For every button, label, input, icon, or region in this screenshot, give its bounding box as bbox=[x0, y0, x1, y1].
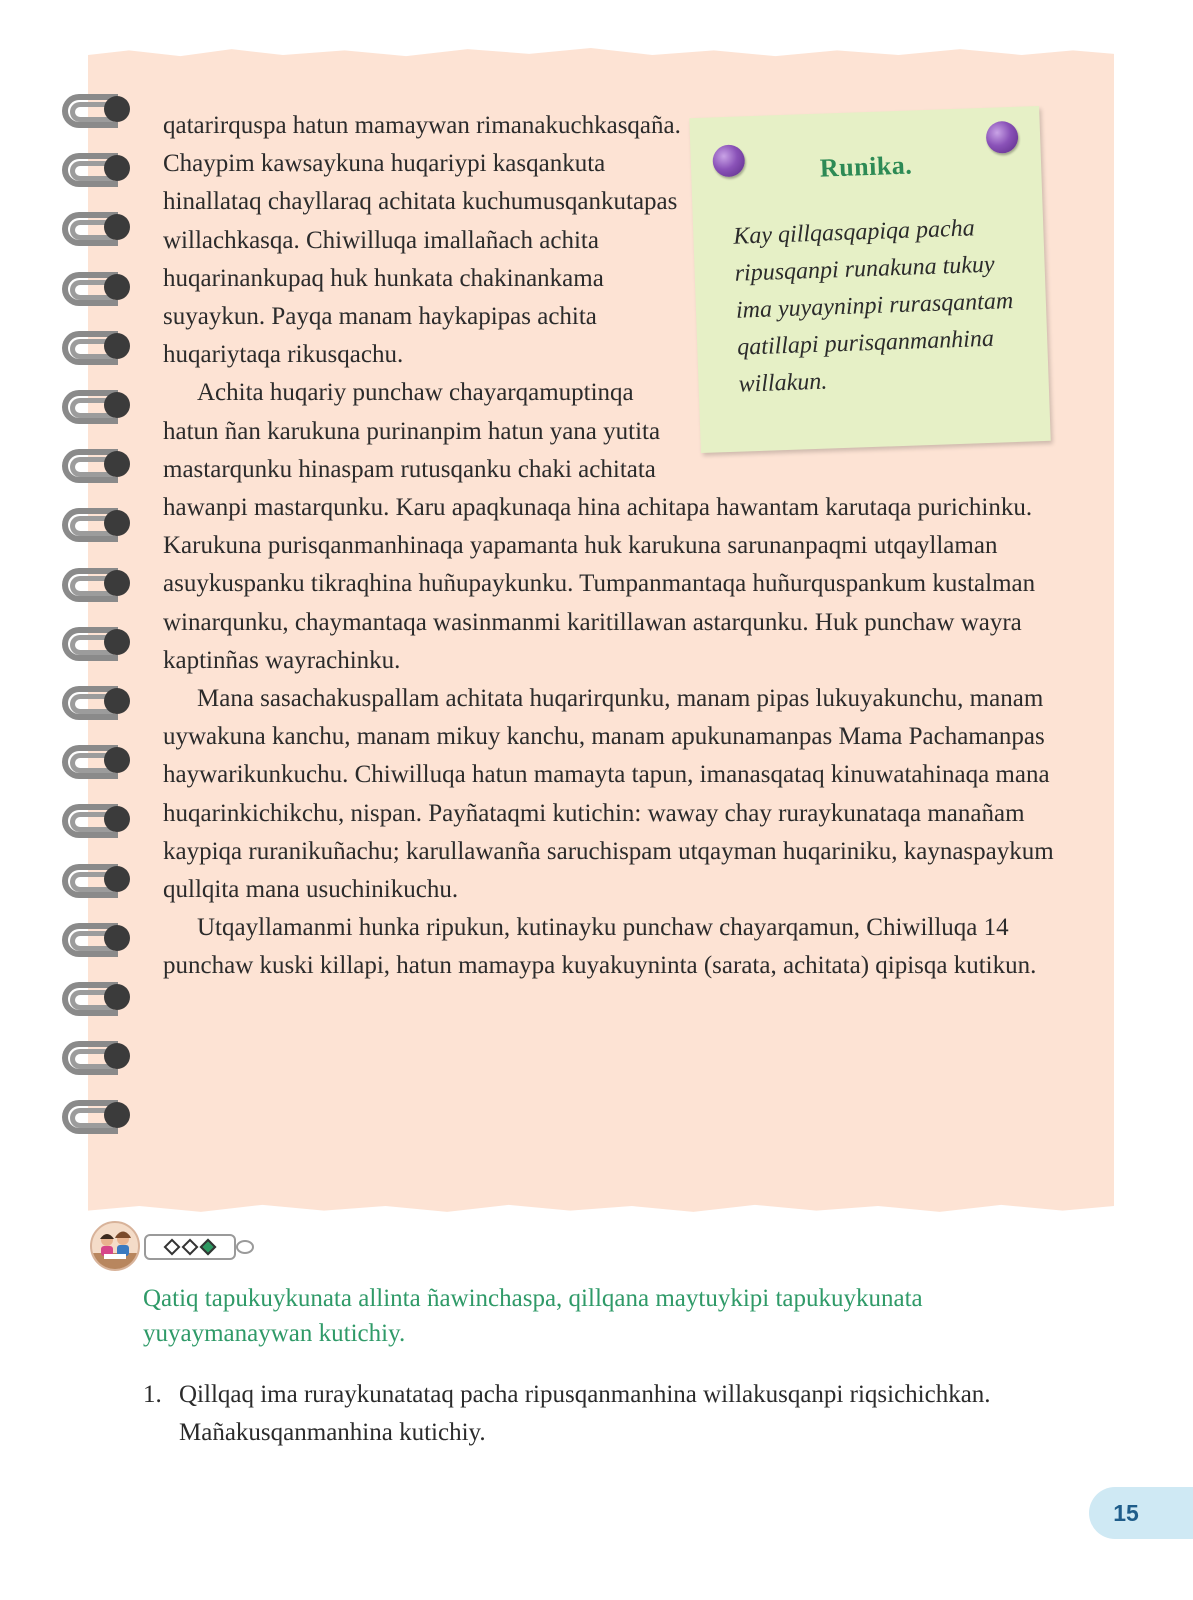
activity-instruction: Qatiq tapukuykunata allinta ñawinchaspa, qillqana maytuykipi tapukuykunata yuyaymanaywan kutichiy. bbox=[143, 1285, 923, 1347]
diamond-filled-icon bbox=[200, 1239, 217, 1256]
tag-loop-icon bbox=[236, 1240, 254, 1254]
page-number: 15 bbox=[1089, 1487, 1193, 1539]
spiral-ring bbox=[58, 327, 138, 373]
spiral-binding bbox=[58, 90, 138, 1170]
spiral-ring bbox=[58, 1096, 138, 1142]
spiral-ring bbox=[58, 268, 138, 314]
note-text: Kay qillqasqapiqa pacha ripusqanpi runakuna tukuy ima yuyayninpi rurasqantam qatillapi purisqanmanhina willakun. bbox=[732, 215, 1014, 398]
question-text: Qillqaq ima ruraykunatataq pacha ripusqanmanhina willakusqanpi riqsichichkan. Mañakusqanmanhina kutichiy. bbox=[179, 1381, 991, 1446]
spiral-ring bbox=[58, 1037, 138, 1083]
note-title: Runika. bbox=[819, 150, 913, 183]
paragraph: qatarirquspa hatun mamaywan rimanakuchkasqaña. Chaypim kawsaykuna huqariypi kasqankuta hinallataq chayllaraq achitata kuchumusqankutapas willachkasqa. Chiwilluqa imallañach achita huqarinankupaq huk hunkata chakinankama suyaykun. Payqa manam haykapipas achita huqariytaqa rikusqachu. bbox=[163, 112, 681, 369]
difficulty-level-indicator bbox=[144, 1234, 236, 1260]
spiral-ring bbox=[58, 682, 138, 728]
question-item bbox=[143, 1376, 1023, 1452]
spiral-ring bbox=[58, 978, 138, 1024]
spiral-ring bbox=[58, 386, 138, 432]
story-text bbox=[163, 107, 1063, 986]
spiral-ring bbox=[58, 445, 138, 491]
spiral-ring bbox=[58, 90, 138, 136]
spiral-ring bbox=[58, 919, 138, 965]
spiral-ring bbox=[58, 623, 138, 669]
spiral-ring bbox=[58, 564, 138, 610]
spiral-ring bbox=[58, 860, 138, 906]
spiral-ring bbox=[58, 149, 138, 195]
paragraph: Achita huqariy punchaw chayarqamuptinqa hatun ñan karukuna purinanpim hatun yana yutita mastarqunku hinaspam rutusqanku chaki achitata hawanpi mastarqunku. Karu apaqkunaqa hina achitapa hawantam karutaqa purichinku. Karukuna purisqanmanhinaqa yapamanta huk karukuna sarunanpaqmi utqayllaman asuykuspanku tikraqhina huñupaykunku. Tumpanmantaqa huñurquspankum kustalman winarqunku, chaymantaqa wasinmanmi karitillawan astarqunku. Huk punchaw wayra kaptinñas wayrachinku. bbox=[163, 379, 1036, 674]
paragraph: Utqayllamanmi hunka ripukun, kutinayku punchaw chayarqamun, Chiwilluqa 14 punchaw kuski killapi, hatun mamaypa kuyakuyninta (sarata, achitata) qipisqa kutikun. bbox=[163, 914, 1037, 980]
spiral-ring bbox=[58, 208, 138, 254]
paragraph: Mana sasachakuspallam achitata huqarirqunku, manam pipas lukuyakunchu, manam uywakuna kanchu, manam mikuy kanchu, manam apukunamanpas Mama Pachamanpas haywarikunkuchu. Chiwilluqa hatun mamayta tapun, imanasqataq kinuwatahinaqa mana huqarinkichikchu, nispan. Payñataqmi kutichin: waway chay ruraykunataqa manañam kaypiqa ruranikuñachu; karullawanña saruchispam utqayman huqariniku, kaynaspaykum qullqita mana usuchinikuchu. bbox=[163, 685, 1054, 904]
spiral-ring bbox=[58, 504, 138, 550]
diamond-icon bbox=[182, 1239, 199, 1256]
diamond-icon bbox=[164, 1239, 181, 1256]
spiral-ring bbox=[58, 800, 138, 846]
spiral-ring bbox=[58, 741, 138, 787]
students-icon bbox=[90, 1221, 140, 1271]
question-number: 1. bbox=[143, 1381, 162, 1408]
